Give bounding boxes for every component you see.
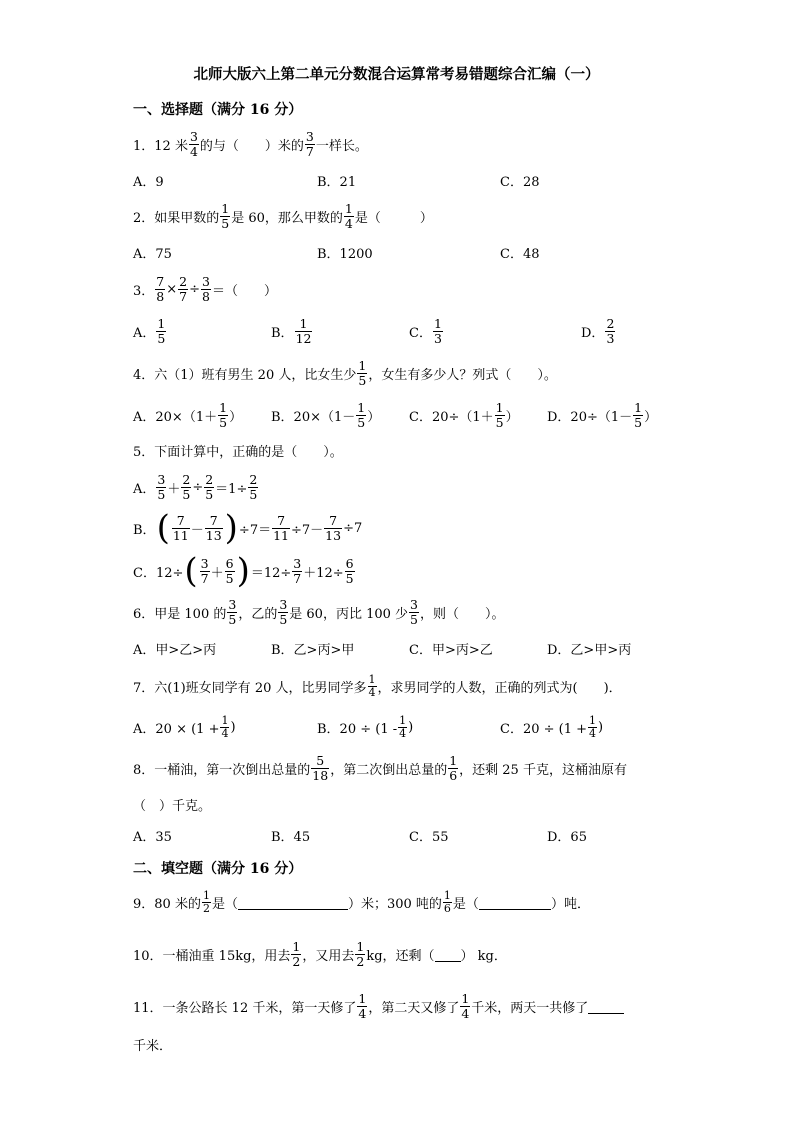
divide-sign: ÷ bbox=[192, 479, 204, 495]
q6-text-b: ，乙的 bbox=[238, 606, 278, 622]
fraction: $\frac{3}{4}$ bbox=[189, 128, 198, 159]
option-label: B． bbox=[133, 522, 156, 538]
question-10 bbox=[133, 934, 507, 974]
q6-option-a[interactable]: A．甲>乙>丙 bbox=[133, 642, 217, 658]
q8-text-a: 8．一桶油，第一次倒出总量的 bbox=[133, 762, 311, 778]
fraction: $\frac{1}{4}$ bbox=[344, 200, 353, 231]
fraction: $\frac{2}{5}$ bbox=[249, 471, 258, 502]
q1-text-a: 1．12 米 bbox=[133, 138, 188, 154]
option-text: ＝1÷ bbox=[215, 481, 248, 497]
question-8-line2: （ ）千克。 bbox=[133, 798, 212, 814]
option-label: C．20÷（1＋ bbox=[409, 409, 494, 425]
q6-text-e: ，则（ ）。 bbox=[420, 606, 505, 622]
fraction: $\frac{1}{3}$ bbox=[433, 315, 442, 346]
close-paren: ) bbox=[408, 719, 414, 735]
answer-blank[interactable] bbox=[238, 895, 348, 910]
q6-option-c[interactable]: C．甲>丙>乙 bbox=[409, 642, 493, 658]
q7-text-a: 7．六(1)班女同学有 20 人，比男同学多 bbox=[133, 680, 367, 696]
answer-blank[interactable] bbox=[588, 999, 624, 1014]
close-paren: ） bbox=[229, 409, 243, 425]
q4-option-d[interactable] bbox=[547, 395, 657, 435]
option-label: D．20÷（1－ bbox=[547, 409, 633, 425]
question-11-line2: 千米． bbox=[133, 1038, 173, 1054]
answer-blank[interactable] bbox=[435, 947, 461, 962]
q6-text-a: 6．甲是 100 的 bbox=[133, 606, 227, 622]
fraction: $\frac{7}{11}$ bbox=[273, 512, 289, 543]
option-label: A． bbox=[133, 481, 156, 497]
option-text: ＝12÷ bbox=[250, 565, 292, 581]
fraction: $\frac{7}{13}$ bbox=[325, 512, 342, 543]
q11-text-c: 千米，两天一共修了 bbox=[471, 1000, 589, 1016]
option-text: ÷7－ bbox=[291, 522, 324, 538]
fraction: $\frac{1}{5}$ bbox=[634, 399, 643, 430]
fraction: $\frac{1}{2}$ bbox=[292, 938, 301, 969]
fraction: $\frac{3}{7}$ bbox=[293, 555, 302, 586]
q9-text-a: 9．80 米的 bbox=[133, 896, 201, 912]
question-11 bbox=[133, 986, 624, 1026]
q9-text-f: ）吨． bbox=[550, 896, 590, 912]
minus-sign: － bbox=[190, 522, 204, 538]
times-sign: × bbox=[166, 281, 178, 297]
question-8 bbox=[133, 748, 627, 788]
section-fill-heading: 二、填空题（满分 16 分） bbox=[133, 861, 303, 877]
option-label: B．20×（1－ bbox=[271, 409, 356, 425]
q3-text-c: ＝（ ） bbox=[211, 283, 277, 299]
q3-text-a: 3． bbox=[133, 283, 155, 299]
close-paren: ) bbox=[598, 719, 604, 735]
q4-option-c[interactable] bbox=[409, 395, 519, 435]
q6-option-b[interactable]: B．乙>丙>甲 bbox=[271, 642, 355, 658]
q4-option-a[interactable] bbox=[133, 395, 242, 435]
q3-option-b[interactable] bbox=[271, 311, 313, 351]
q9-text-b: 是（ bbox=[211, 896, 238, 912]
fraction: $\frac{3}{5}$ bbox=[228, 596, 237, 627]
option-label: A．20 × (1 + bbox=[133, 721, 220, 737]
q11-text-b: ，第二天又修了 bbox=[368, 1000, 460, 1016]
fraction: $\frac{2}{3}$ bbox=[606, 315, 615, 346]
answer-blank[interactable] bbox=[479, 895, 551, 910]
q4-option-b[interactable] bbox=[271, 395, 380, 435]
option-label: D． bbox=[581, 325, 605, 341]
q11-text-a: 11．一条公路长 12 千米，第一天修了 bbox=[133, 1000, 357, 1016]
fraction: $\frac{2}{7}$ bbox=[179, 273, 188, 304]
fraction: $\frac{7}{8}$ bbox=[156, 273, 165, 304]
fraction: $\frac{1}{4}$ bbox=[358, 990, 367, 1021]
q10-text-a: 10．一桶油重 15kg，用去 bbox=[133, 948, 291, 964]
option-text: ÷7＝ bbox=[238, 522, 272, 538]
q8-option-a[interactable]: A．35 bbox=[133, 829, 172, 845]
q7-option-b[interactable] bbox=[317, 707, 413, 747]
fraction: $\frac{1}{2}$ bbox=[356, 938, 365, 969]
right-bracket: ) bbox=[224, 508, 238, 548]
fraction: $\frac{1}{5}$ bbox=[495, 399, 504, 430]
option-label: A．20×（1＋ bbox=[133, 409, 218, 425]
q1-text-b: 的与（ ）米的 bbox=[199, 138, 304, 154]
section-choice-heading: 一、选择题（满分 16 分） bbox=[133, 102, 303, 118]
q2-option-b[interactable]: B．1200 bbox=[317, 246, 373, 262]
fraction: $\frac{1}{12}$ bbox=[295, 315, 312, 346]
q2-option-c[interactable]: C．48 bbox=[500, 246, 540, 262]
q1-option-c[interactable]: C．28 bbox=[500, 174, 540, 190]
option-label: C． bbox=[409, 325, 432, 341]
fraction: $\frac{1}{5}$ bbox=[157, 315, 166, 346]
q8-option-d[interactable]: D．65 bbox=[547, 829, 587, 845]
left-bracket: ( bbox=[156, 508, 170, 548]
option-label: C．20 ÷ (1 + bbox=[500, 721, 588, 737]
q10-text-c: kg，还剩（ bbox=[366, 948, 435, 964]
fraction: $\frac{1}{2}$ bbox=[202, 888, 210, 915]
page-title: 北师大版六上第二单元分数混合运算常考易错题综合汇编（一） bbox=[193, 66, 600, 83]
q2-text-b: 是 60，那么甲数的 bbox=[231, 210, 343, 226]
fraction: $\frac{3}{7}$ bbox=[200, 555, 209, 586]
q5-option-c[interactable] bbox=[133, 551, 356, 591]
fraction: $\frac{1}{4}$ bbox=[589, 713, 597, 740]
fraction: $\frac{3}{5}$ bbox=[157, 471, 166, 502]
close-paren: ） bbox=[367, 409, 381, 425]
question-2 bbox=[133, 196, 433, 236]
q3-option-a[interactable] bbox=[133, 311, 167, 351]
fraction: $\frac{6}{5}$ bbox=[225, 555, 234, 586]
close-paren: ） bbox=[505, 409, 519, 425]
q3-option-c[interactable] bbox=[409, 311, 444, 351]
fraction: $\frac{1}{5}$ bbox=[357, 399, 366, 430]
q7-option-c[interactable] bbox=[500, 707, 603, 747]
q8-text-b: ，第二次倒出总量的 bbox=[330, 762, 448, 778]
option-text: ＋12÷ bbox=[303, 565, 344, 581]
fraction: $\frac{1}{5}$ bbox=[358, 357, 367, 388]
fraction: $\frac{2}{5}$ bbox=[182, 471, 191, 502]
question-9 bbox=[133, 882, 590, 922]
close-paren: ) bbox=[230, 719, 236, 735]
fraction: $\frac{3}{5}$ bbox=[279, 596, 288, 627]
plus-sign: ＋ bbox=[210, 565, 224, 581]
q1-option-a[interactable]: A．9 bbox=[133, 174, 164, 190]
q7-text-c: ，求男同学的人数，正确的列式为( )． bbox=[377, 680, 622, 696]
q10-text-b: ，又用去 bbox=[302, 948, 355, 964]
q8-option-c[interactable]: C．55 bbox=[409, 829, 449, 845]
question-4 bbox=[133, 353, 557, 393]
q4-text-c: ，女生有多少人？列式（ ）。 bbox=[368, 367, 557, 383]
fraction: $\frac{3}{5}$ bbox=[410, 596, 418, 627]
q9-text-e: 是（ bbox=[452, 896, 479, 912]
question-1 bbox=[133, 124, 368, 164]
plus-sign: ＋ bbox=[167, 481, 181, 497]
q8-option-b[interactable]: B．45 bbox=[271, 829, 311, 845]
q5-option-b[interactable] bbox=[133, 508, 362, 548]
option-text: ÷7 bbox=[343, 520, 363, 536]
fraction: $\frac{1}{4}$ bbox=[399, 713, 407, 740]
fraction: $\frac{1}{5}$ bbox=[219, 399, 228, 430]
question-3 bbox=[133, 269, 277, 309]
question-7 bbox=[133, 666, 622, 706]
q2-text-c: 是（ ） bbox=[354, 210, 433, 226]
question-5: 5．下面计算中，正确的是（ ）。 bbox=[133, 444, 343, 460]
fraction: $\frac{3}{7}$ bbox=[305, 128, 314, 159]
fraction: $\frac{5}{18}$ bbox=[312, 752, 329, 783]
q1-option-b[interactable]: B．21 bbox=[317, 174, 357, 190]
fraction: $\frac{1}{4}$ bbox=[461, 990, 470, 1021]
q3-option-d[interactable] bbox=[581, 311, 616, 351]
fraction: $\frac{7}{13}$ bbox=[205, 512, 222, 543]
q4-text-a: 4．六（1）班有男生 20 人，比女生少 bbox=[133, 367, 357, 383]
fraction: $\frac{6}{5}$ bbox=[345, 555, 354, 586]
divide-sign: ÷ bbox=[189, 281, 200, 297]
fraction: $\frac{7}{11}$ bbox=[172, 512, 189, 543]
fraction: $\frac{1}{6}$ bbox=[443, 888, 451, 915]
question-6 bbox=[133, 592, 505, 632]
q6-text-c: 是 60，丙比 100 少 bbox=[289, 606, 409, 622]
q8-text-c: ，还剩 25 千克，这桶油原有 bbox=[459, 762, 627, 778]
fraction: $\frac{2}{5}$ bbox=[205, 471, 214, 502]
q7-option-a[interactable] bbox=[133, 707, 236, 747]
option-label: B． bbox=[271, 325, 294, 341]
q1-text-c: 一样长。 bbox=[315, 138, 368, 154]
fraction: $\frac{1}{4}$ bbox=[368, 672, 376, 699]
q6-option-d[interactable]: D．乙>甲>丙 bbox=[547, 642, 632, 658]
q9-text-c: ）米；300 吨的 bbox=[347, 896, 442, 912]
option-label: B．20 ÷ (1 - bbox=[317, 721, 398, 737]
fraction: $\frac{1}{4}$ bbox=[221, 713, 229, 740]
q2-text-a: 2．如果甲数的 bbox=[133, 210, 220, 226]
fraction: $\frac{1}{5}$ bbox=[221, 200, 230, 231]
q5-option-a[interactable] bbox=[133, 467, 259, 507]
right-bracket: ) bbox=[236, 551, 250, 591]
q10-text-e: ） kg． bbox=[460, 948, 507, 964]
left-bracket: ( bbox=[184, 551, 198, 591]
fraction: $\frac{1}{6}$ bbox=[449, 752, 458, 783]
option-label: C．12÷ bbox=[133, 565, 184, 581]
fraction: $\frac{3}{8}$ bbox=[202, 273, 210, 304]
close-paren: ） bbox=[644, 409, 658, 425]
q2-option-a[interactable]: A．75 bbox=[133, 246, 172, 262]
option-label: A． bbox=[133, 325, 156, 341]
